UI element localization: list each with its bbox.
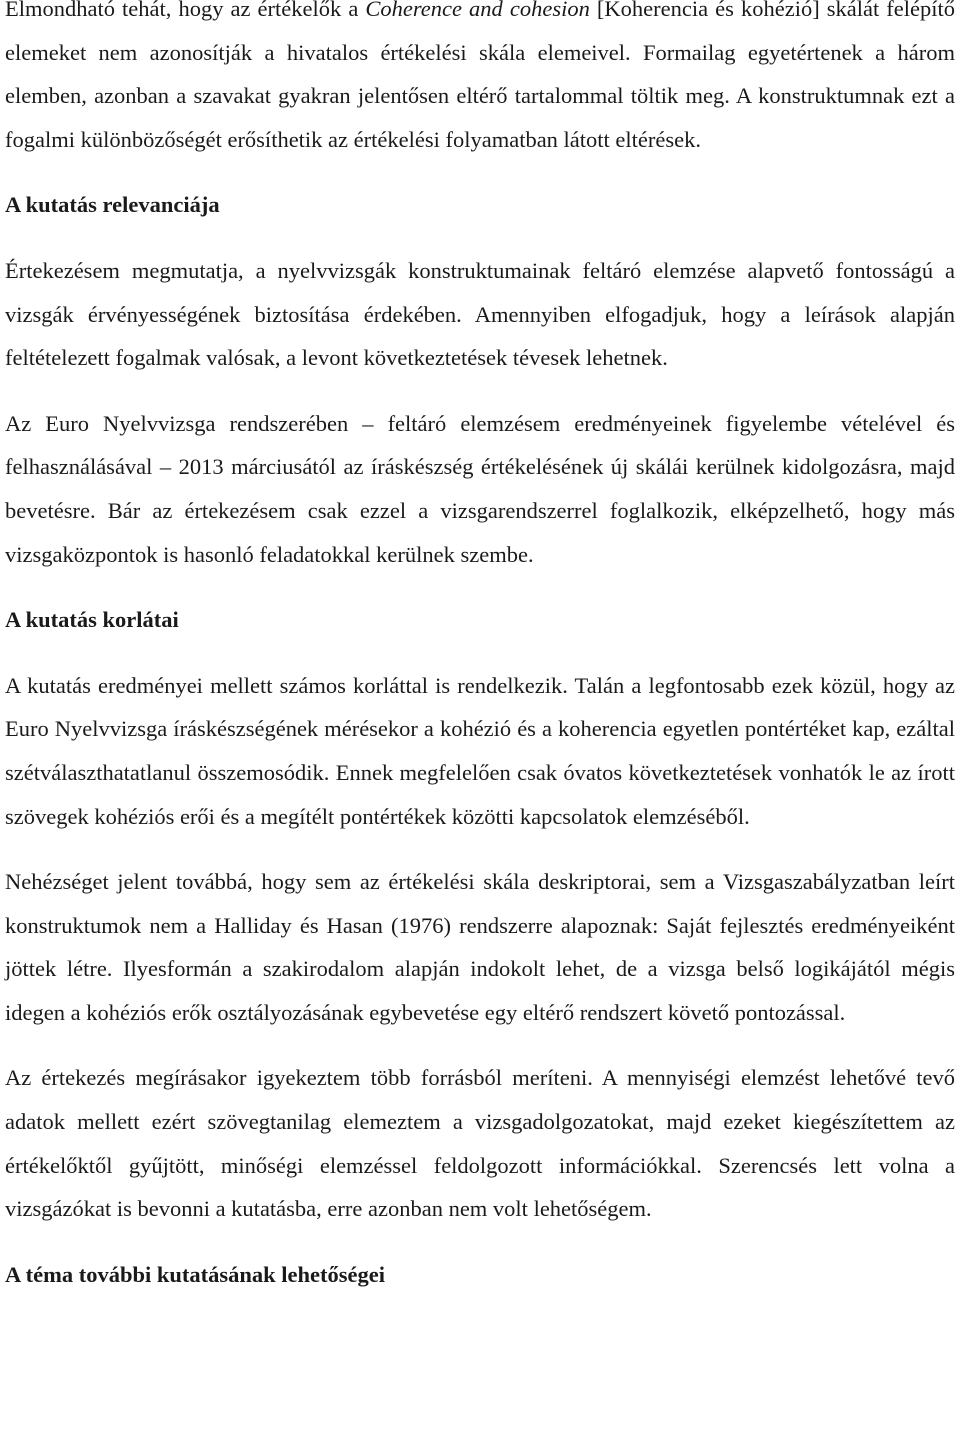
paragraph-relevance: Értekezésem megmutatja, a nyelvvizsgák konstruktumainak feltáró elemzése alapvető fontosságú a vizsgák érvényességének biztosítása érdekében. Amennyiben elfogadjuk, hogy a leírások alapján feltételezett fogalmak valósak, a levont következtetések tévesek lehetnek.: [5, 257, 955, 371]
heading-further-research: A téma további kutatásának lehetőségei: [5, 1261, 386, 1287]
heading-relevance: A kutatás relevanciája: [5, 192, 220, 218]
document-page: [5, 0, 955, 1296]
italic-term-coherence: Coherence and cohesion: [365, 0, 590, 21]
paragraph-euro-exam: Az Euro Nyelvvizsga rendszerében – feltáró elemzésem eredményeinek figyelembe vételével és felhasználásával – 2013 márciusától az íráskészség értékelésének új skálái kerülnek kidolgozásra, majd bevetésre. Bár az értekezésem csak ezzel a vizsgarendszerrel foglalkozik, elképzelhető, hogy más vizsgaközpontok is hasonló feladatokkal kerülnek szembe.: [5, 410, 955, 567]
paragraph-limitations-3: Az értekezés megírásakor igyekeztem több forrásból meríteni. A mennyiségi elemzést lehetővé tevő adatok mellett ezért szövegtanilag elemeztem a vizsgadolgozatokat, majd ezeket kiegészítettem az értékelőktől gyűjtött, minőségi elemzéssel feldolgozott információkkal. Szerencsés lett volna a vizsgázókat is bevonni a kutatásba, erre azonban nem volt lehetőségem.: [5, 1065, 955, 1222]
paragraph-coherence-summary: Elmondható tehát, hogy az értékelők a Coherence and cohesion [Koherencia és kohézió] skálát felépítő elemeket nem azonosítják a hivatalos értékelési skála elemeivel. Formailag egyetértenek a három elemben, azonban a szavakat gyakran jelentősen eltérő tartalommal töltik meg. A konstruktumnak ezt a fogalmi különbözőségét erősíthetik az értékelési folyamatban látott eltérések.: [5, 0, 955, 161]
paragraph-limitations-1: A kutatás eredményei mellett számos korláttal is rendelkezik. Talán a legfontosabb ezek közül, hogy az Euro Nyelvvizsga íráskészségének mérésekor a kohézió és a koherencia egyetlen pontértéket kap, ezáltal szétválaszthatatlanul összemosódik. Ennek megfelelően csak óvatos következtetések vonhatók le az írott szövegek kohéziós erői és a megítélt pontértékek közötti kapcsolatok elemzéséből.: [5, 672, 955, 829]
paragraph-limitations-2: Nehézséget jelent továbbá, hogy sem az értékelési skála deskriptorai, sem a Vizsgaszabályzatban leírt konstruktumok nem a Halliday és Hasan (1976) rendszerre alapoznak: Saját fejlesztés eredményeiként jöttek létre. Ilyesformán a szakirodalom alapján indokolt lehet, de a vizsga belső logikájától mégis idegen a kohéziós erők osztályozásának egybevetése egy eltérő rendszert követő pontozással.: [5, 869, 955, 1025]
heading-limitations: A kutatás korlátai: [5, 607, 179, 633]
